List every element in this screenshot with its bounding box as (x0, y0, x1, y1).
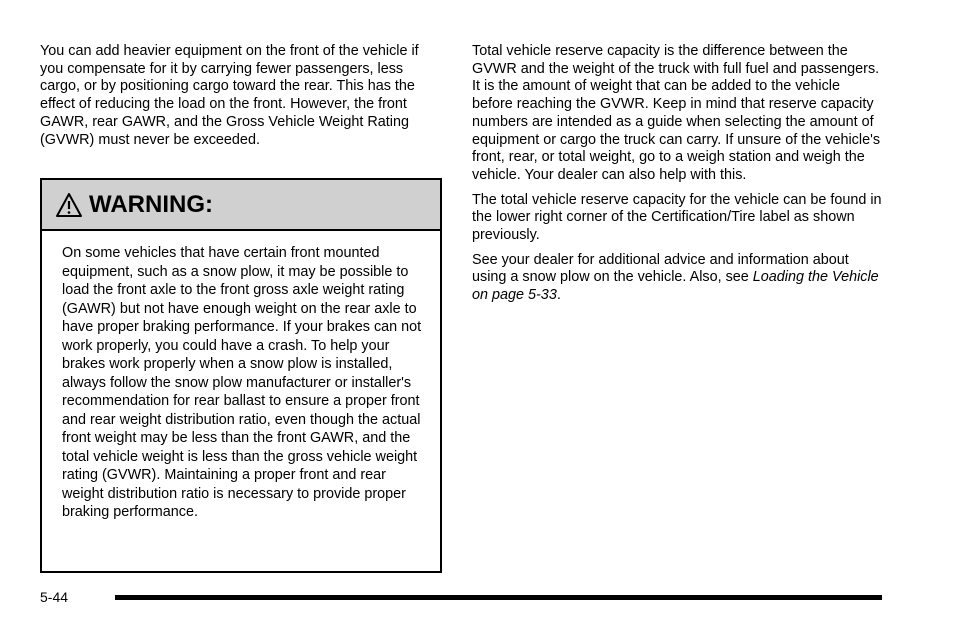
intro-paragraph: You can add heavier equipment on the front of the vehicle if you compensate for it by carrying fewer passengers, less cargo, or by positioning cargo toward the rear. This has the effect of reducing the load on the front. However, the front GAWR, rear GAWR, and the Gross Vehicle Weight Rating (GVWR) must never be exceeded. (40, 43, 419, 148)
left-column (40, 43, 440, 156)
dealer-advice-paragraph (472, 252, 884, 305)
certification-label-paragraph: The total vehicle reserve capacity for the vehicle can be found in the lower right corner of the Certification/Tire label as shown previously. (472, 191, 882, 244)
warning-body: On some vehicles that have certain front mounted equipment, such as a snow plow, it may be possible to load the front axle to the front gross axle weight rating (GAWR) but not have enough weight on the rear axle to have proper braking performance. If your brakes can not work properly, you could have a crash. To help your brakes work properly when a snow plow is installed, always follow the snow plow manufacturer or installer's recommendation for rear ballast to ensure a proper front and rear weight distribution ratio, even though the actual front weight may be less than the front GAWR, and the total vehicle weight is less than the gross vehicle weight rating (GVWR). Maintaining a proper front and rear weight distribution ratio is necessary to provide proper braking performance. (62, 245, 422, 520)
loading-vehicle-link[interactable]: Loading the Vehicle on page 5-33 (472, 269, 879, 304)
warning-title: WARNING: (89, 190, 213, 218)
right-column (472, 43, 884, 312)
dealer-advice-end: . (556, 287, 561, 304)
warning-box (40, 178, 442, 573)
reserve-capacity-paragraph: Total vehicle reserve capacity is the difference between the GVWR and the weight of the truck with full fuel and passengers. It is the amount of weight that can be added to the vehicle before reaching the GVWR. Keep in mind that reserve capacity numbers are intended as a guide when selecting the amount of equipment or cargo the truck can carry. If unsure of the vehicle's front, rear, or total weight, go to a weigh station and weigh the vehicle. Your dealer can also help with this. (472, 43, 881, 183)
page-number: 5-44 (40, 589, 69, 605)
dealer-advice-text: See your dealer for additional advice and information about using a snow plow on the vehicle. Also, see (472, 251, 849, 286)
warning-triangle-icon (55, 192, 83, 218)
warning-header (42, 180, 440, 231)
footer-rule (115, 595, 882, 600)
